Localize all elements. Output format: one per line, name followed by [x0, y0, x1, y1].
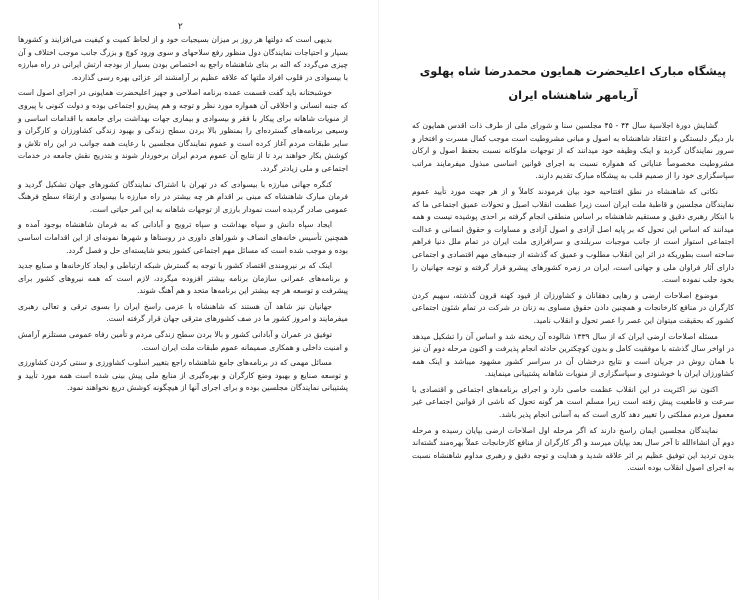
right-page — [412, 0, 734, 600]
left-page — [18, 0, 348, 600]
paragraph: توفیق در عمران و آبادانی کشور و بالا بردن سطح زندگی مردم و تأمین رفاه عمومی مستلزم آرامش و امنیت داخلی و همکاری صمیمانه عموم طبقات ملت ایران است. — [18, 330, 348, 352]
paragraph: بدیهی است که دولتها هر روز بر میزان بسیجیات خود و از لحاظ کمیت و کیفیت می‌افزایند و کشورها بسیار و احتیاجات نمایندگان دول منظور رفع سلاحهای و سوی ورود کوچ و بزرگ جانب موجب اختلاف و آن چیزی می‌گردد که الته بر بنای شاهنشاه راجع به اختصاص بودن بسیار از بودجه ارتش ایرانی در راه مبارزه با بیسوادی در قلوب افراد ملتها که علاقه عظیم بر آرامشند اثر عزائی بهره رسی گذارده. — [18, 35, 348, 82]
title-line-1: پیشگاه مبارک اعلیحضرت همایون محمدرضا شاه پهلوی — [419, 64, 727, 78]
page-number: ۲ — [178, 22, 183, 32]
right-page-body — [412, 120, 734, 478]
left-page-body — [18, 34, 348, 398]
paragraph: کنگره جهانی مبارزه با بیسوادی که در تهران با اشتراک نمایندگان کشورهای جهان تشکیل گردید و فرمان مبارک شاهنشاه که مبنی بر اقدام هر چه بیشتر در راه مبارزه با بیسوادی و ارتقاء سطح فرهنگ عمومی صادر گردیده است نمودار بارزی از توجهات شاهانه به این امر حیاتی است. — [18, 179, 348, 214]
paragraph: ایجاد سپاه دانش و سپاه بهداشت و سپاه ترویج و آبادانی که به فرمان شاهنشاه بوجود آمده و همچنین تأسیس خانه‌های انصاف و شوراهای داوری در روستاها و شهرها نمونه‌ای از این اقدامات اساسی بوده و موجب شده است که مسائل مهم اجتماعی کشور بنحو شایسته‌ای حل و فصل گردد. — [18, 220, 348, 255]
paragraph: نکاتی که شاهنشاه در نطق افتتاحیه خود بیان فرمودند کاملاً و از هر جهت مورد تأیید عموم نمایندگان مجلسین و قاطبهٔ ملت ایران است زیرا عظمت انقلاب اصیل و تحولات عمیق اجتماعی ما که با ابتکار رهبری دقیق و مستقیم شاهنشاه بر اساس منطقی انجام گرفته بر احدی پوشیده نیست و همه میدانند که اساس این تحول که بر پایه اصل آزادی و اصول آزادی و مساوات و حقوق انسانی و عدالت اجتماعی استوار است از جانب موجبات سربلندی و سرافرازی ملت ایران در تمام ملل دنیا فراهم ساخته است بطوریکه در اثر این انقلاب مطلوب و عمیق که گذشته از جنبه‌های مهم اقتصادی و اجتماعی دارای آثار فراوان ملی و جهانی است، ایران در زمره کشورهای پیشرو قرار گرفته و توجه جهانیان را بخود جلب نموده است. — [412, 186, 734, 285]
page-gutter — [378, 0, 379, 600]
paragraph: موضوع اصلاحات ارضی و رهایی دهقانان و کشاورزان از قیود کهنه قرون گذشته، سهیم کردن کارگران در منافع کارخانجات و همچنین دادن حقوق مساوی به زنان در شرکت در تمام شئون اجتماعی کشور که بحقیقت میتوان این عصر را عصر تحول و انقلاب نامید. — [412, 290, 734, 325]
paragraph: جهانیان نیز شاهد آن هستند که شاهنشاه با عزمی راسخ ایران را بسوی ترقی و تعالی رهبری میفرمایند و امروز کشور ما در صف کشورهای مترقی جهان قرار گرفته است. — [18, 301, 348, 324]
paragraph: اینک که بر نیرومندی اقتصاد کشور با توجه به گسترش شبکه ارتباطی و ایجاد کارخانه‌ها و صنایع جدید و برنامه‌های عمرانی سازمان برنامه بیشتر افزوده میگردد، لازم است که همه نیروهای کشور برای پیشرفت و توسعه هر چه بیشتر این برنامه‌ها متحد و هم آهنگ شوند. — [18, 261, 348, 296]
title-line-2: آریامهر شاهنشاه ایران — [508, 88, 638, 102]
paragraph: خوشبختانه باید گفت قسمت عمده برنامه اصلاحی و جهیز اعلیحضرت همایونی در اجرای اصول است که جنبه انسانی و اخلاقی آن همواره مورد نظر و توجه و هم پیش‌رو اجتماعی بوده و دولت کنونی با پیروی از منویات شاهانه برای پیکار با فقر و بیسوادی و بیماری جهات بهداشت برای جامعه با اقدامات اساسی و وسیعی برنامه‌های گسترده‌ای را بمنظور بالا بردن سطح زندگی و بهبود زندگی کشاورزان و کارگران و سایر طبقات مردم آغاز کرده است و عموم نمایندگان مجلسین با رعایت همه جوانب در این راه تلاش و کوشش بکار خواهند برد تا از نتایج آن عموم مردم ایران برخوردار شوند و بتدریج نقش جامعه در خدمات اجتماعی و ملی زیادتر گردد. — [18, 88, 348, 173]
paragraph: گشایش دورهٔ اجلاسیهٔ سال ۴۴ - ۴۵ مجلسین سنا و شورای ملی از طرف ذات اقدس همایون که بار دیگر دلبستگی و اعتقاد شاهنشاه به اصول و مبانی مشروطیت است موجب کمال مسرت و افتخار و سرور نمایندگان گردید و اینک وظیفه خود میدانند که از توجهات ملوکانه نسبت بحفظ اصول و ارکان مشروطیت مخصوصاً عنایاتی که همواره نسبت به اجرای قوانین اساسی مبذول میفرمایند مراتب سپاسگزاری خود را از صمیم قلب به پیشگاه مبارک تقدیم دارند. — [412, 121, 734, 181]
paragraph: نمایندگان مجلسین ایمان راسخ دارند که اگر مرحله اول اصلاحات ارضی بپایان رسیده و مرحله دوم آن انشاءالله تا آخر سال بعد بپایان میرسد و اگر کارگران از منافع کارخانجات عملاً بهره‌مند گشته‌اند بدون تردید این توفیق عظیم بر اثر علاقه شدید و هدایت و توجه دقیق و رهبری مداوم شاهنشاه نسبت به اجرای اصول انقلاب بوده است. — [412, 425, 734, 473]
paragraph: مسئله اصلاحات ارضی ایران که از سال ۱۳۳۹ شالوده آن ریخته شد و اساس آن را تشکیل میدهد در اواخر سال گذشته با موفقیت کامل و بدون کوچکترین حادثه انجام پذیرفت و اکنون مرحله دوم آن نیز با همان روش در جریان است و نتایج درخشان آن در سراسر کشور مشهود میباشد و اینک همه کشاورزان ایران با خوشنودی و سپاسگزاری از منویات شاهانه پشتیبانی مینمایند. — [412, 331, 734, 379]
paragraph: مسائل مهمی که در برنامه‌های جامع شاهنشاه راجع بتغییر اسلوب کشاورزی و سنتی کردن کشاورزی و توسعه صنایع و بهبود وضع کارگران و بهره‌گیری از منابع ملی پیش بینی شده است همه مورد تأیید و پشتیبانی نمایندگان مجلسین بوده و برای اجرای آنها از هیچگونه کوشش دریغ نخواهند نمود. — [18, 358, 348, 393]
paragraph: اکنون نیز اکثریت در این انقلاب عظمت خاصی دارد و اجرای برنامه‌های اجتماعی و اقتصادی با سرعت و قاطعیت پیش رفته است زیرا مسلم است هر گونه تحول که ناشی از قوانین اجتماعی غیر معمول مردم مملکتی را تغییر دهد کاری است که به آسانی انجام پذیر باشد. — [412, 384, 734, 420]
